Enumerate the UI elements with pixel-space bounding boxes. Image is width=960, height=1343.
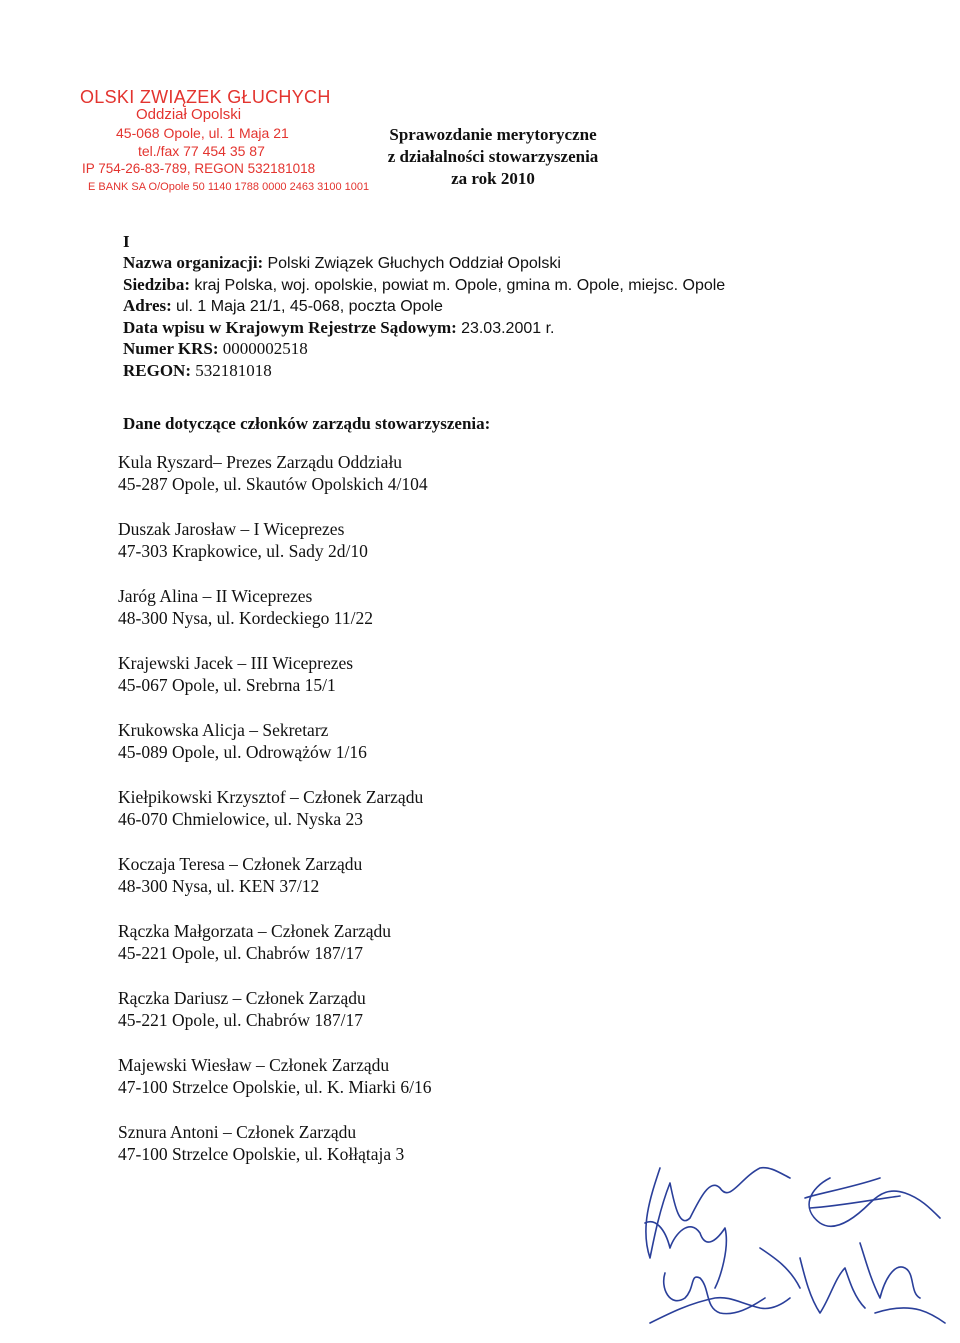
member-role: Duszak Jarosław – I Wiceprezes [118,519,345,539]
signature-6 [650,1298,790,1323]
member-role: Krajewski Jacek – III Wiceprezes [118,653,354,673]
title-line-3: za rok 2010 [451,169,535,188]
signature-10 [760,1248,800,1288]
member-address: 47-100 Strzelce Opolskie, ul. Kołłątaja 3 [118,1144,405,1164]
address-label: Adres: [123,296,172,315]
board-member [118,987,366,1031]
member-address: 48-300 Nysa, ul. Kordeckiego 11/22 [118,608,373,628]
organization-info [123,252,725,381]
name-value: Polski Związek Głuchych Oddział Opolski [267,255,561,272]
signature-1 [646,1168,790,1258]
board-heading: Dane dotyczące członków zarządu stowarzyszenia: [123,414,491,433]
handwritten-signatures [620,1148,950,1338]
member-role: Rączka Małgorzata – Członek Zarządu [118,921,392,941]
member-role: Sznura Antoni – Członek Zarządu [118,1122,357,1142]
seat-label: Siedziba: [123,274,191,294]
signature-5 [664,1273,765,1314]
member-role: Krukowska Alicja – Sekretarz [118,720,329,740]
board-member [118,786,423,830]
seat-value: kraj Polska, woj. opolskie, powiat m. Opole, gmina m. Opole, miejsc. Opole [194,276,726,294]
member-role: Kula Ryszard– Prezes Zarządu Oddziału [118,452,403,472]
board-member [118,1054,432,1098]
section-number: I [123,232,130,251]
member-role: Rączka Dariusz – Członek Zarządu [118,988,366,1008]
signature-9 [875,1308,945,1323]
member-address: 45-221 Opole, ul. Chabrów 187/17 [118,1010,363,1030]
stamp-nip-regon: IP 754-26-83-789, REGON 532181018 [82,161,316,176]
title-line-1: Sprawozdanie merytoryczne [389,125,597,144]
board-member [118,1121,404,1165]
organization-stamp [80,87,370,196]
member-role: Majewski Wiesław – Członek Zarządu [118,1055,390,1075]
member-address: 45-067 Opole, ul. Srebrna 15/1 [118,675,336,695]
signature-2 [645,1222,726,1288]
signature-8 [860,1243,920,1298]
report-title [358,124,628,190]
board-member [118,719,367,763]
krs-value: 0000002518 [222,339,308,358]
regon-label: REGON: [123,360,191,380]
board-member [118,853,362,897]
member-address: 46-070 Chmielowice, ul. Nyska 23 [118,809,363,829]
board-member [118,585,373,629]
member-address: 45-287 Opole, ul. Skautów Opolskich 4/104 [118,474,428,494]
member-role: Koczaja Teresa – Członek Zarządu [118,854,363,874]
member-address: 48-300 Nysa, ul. KEN 37/12 [118,876,320,896]
krs-label: Numer KRS: [123,339,219,358]
register-value: 23.03.2001 r. [461,319,555,337]
stamp-bank: E BANK SA O/Opole 50 1140 1788 0000 2463 3100 1001 [88,181,370,193]
signature-3 [809,1178,940,1226]
board-member [118,518,368,562]
member-address: 45-089 Opole, ul. Odrowążów 1/16 [118,742,367,762]
signature-7 [800,1258,865,1313]
member-role: Kiełpikowski Krzysztof – Członek Zarządu [118,787,424,807]
member-address: 47-100 Strzelce Opolskie, ul. K. Miarki 6/16 [118,1077,432,1097]
stamp-org-name: OLSKI ZWIĄZEK GŁUCHYCH [80,87,331,107]
stamp-branch: Oddział Opolski [136,106,242,123]
board-member [118,652,353,696]
member-role: Jaróg Alina – II Wiceprezes [118,586,313,606]
name-label: Nazwa organizacji: [123,253,264,272]
board-member [118,920,391,964]
stamp-address: 45-068 Opole, ul. 1 Maja 21 [116,125,289,141]
board-member [118,451,428,495]
register-label: Data wpisu w Krajowym Rejestrze Sądowym: [123,317,457,337]
stamp-phone: tel./fax 77 454 35 87 [138,143,265,159]
title-line-2: z działalności stowarzyszenia [387,147,599,166]
address-value: ul. 1 Maja 21/1, 45-068, poczta Opole [176,298,443,315]
regon-value: 532181018 [195,360,272,380]
member-address: 47-303 Krapkowice, ul. Sady 2d/10 [118,541,368,561]
member-address: 45-221 Opole, ul. Chabrów 187/17 [118,943,363,963]
